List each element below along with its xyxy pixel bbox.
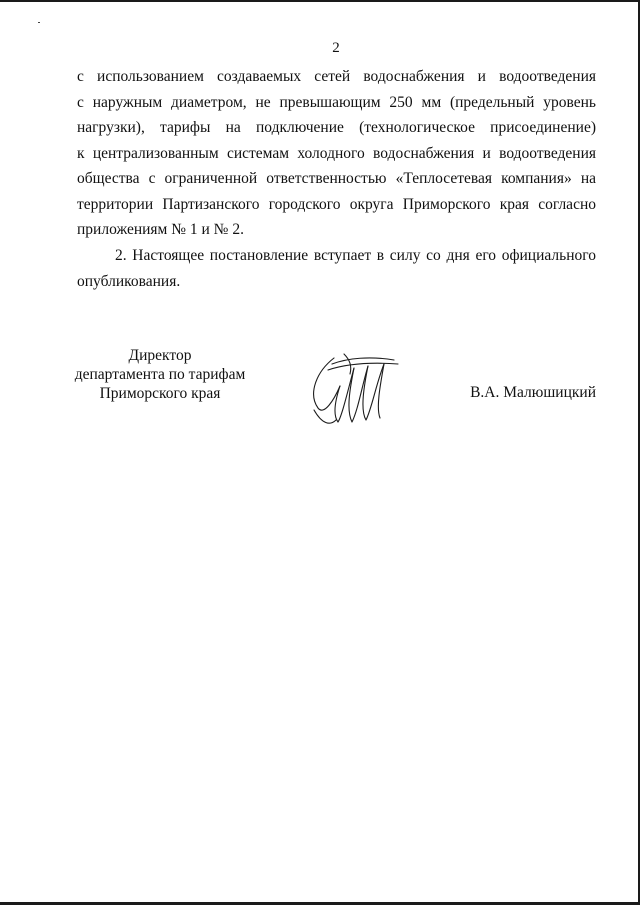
- paragraph-2: [77, 243, 596, 294]
- scan-edge-top: [0, 0, 640, 2]
- signatory-title: [60, 346, 260, 403]
- signatory-title-line: Приморского края: [99, 385, 221, 402]
- paragraph-1-line: территории Партизанского городского округа Приморского края согласно: [77, 195, 596, 213]
- paragraph-2-line: опубликования.: [77, 272, 181, 290]
- paragraph-1-line: приложениям № 1 и № 2.: [77, 221, 244, 238]
- scan-speck: [38, 22, 40, 23]
- signatory-title-line: департамента по тарифам: [74, 366, 246, 383]
- paragraph-1-line: общества с ограниченной ответственностью «Теплосетевая компания» на: [77, 170, 596, 187]
- page-number: 2: [332, 40, 340, 56]
- paragraph-1-line: с наружным диаметром, не превышающим 250 мм (предельный уровень: [77, 93, 596, 111]
- handwritten-signature: [304, 350, 404, 428]
- signatory-title-line: Директор: [128, 347, 192, 364]
- paragraph-2-line: 2. Настоящее постановление вступает в силу со дня его официального: [115, 247, 596, 264]
- paragraph-1: [77, 64, 596, 243]
- signatory-name: В.А. Малюшицкий: [470, 384, 596, 401]
- paragraph-1-line: нагрузки), тарифы на подключение (технологическое присоединение): [77, 119, 596, 136]
- paragraph-1-line: к централизованным системам холодного водоснабжения и водоотведения: [77, 144, 596, 162]
- paragraph-1-line: с использованием создаваемых сетей водоснабжения и водоотведения: [77, 68, 596, 85]
